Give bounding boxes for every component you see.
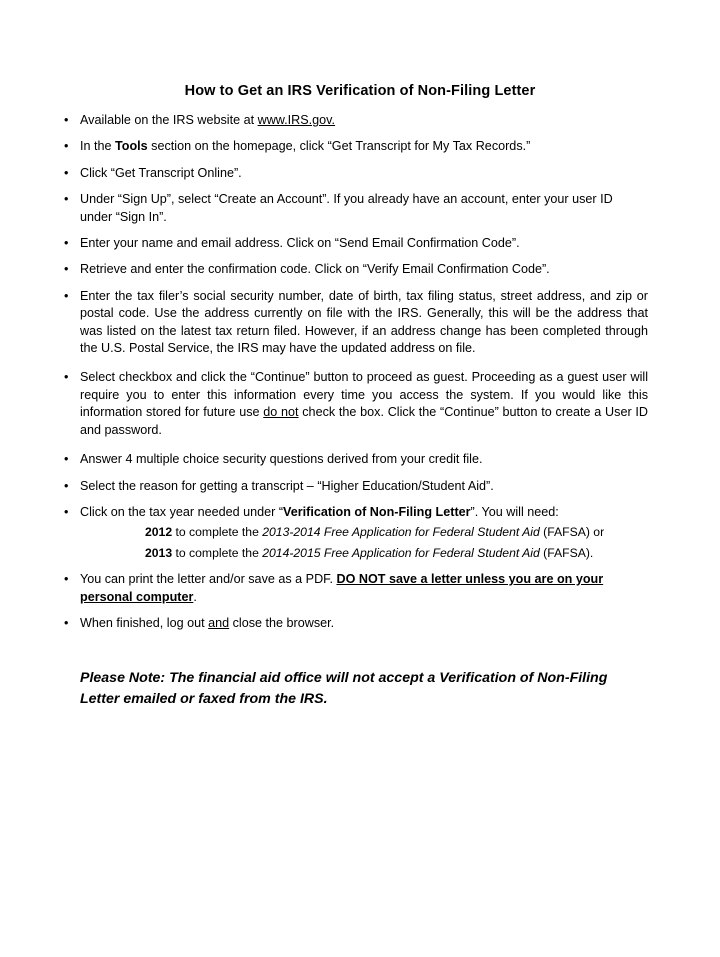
list-item-text — [80, 235, 648, 252]
list-item — [64, 288, 648, 358]
text-run: 2013 — [145, 545, 173, 560]
bullet-icon: • — [64, 452, 69, 467]
list-item-text — [80, 571, 648, 606]
bullet-icon: • — [64, 478, 69, 493]
sub-line-item — [80, 545, 648, 562]
text-run: Retrieve and enter the confirmation code. Click on “Verify Email Confirmation Code”. — [80, 262, 550, 277]
text-run: When finished, log out — [80, 615, 209, 630]
list-item — [64, 615, 648, 632]
text-run: 2013-2014 Free Application for Federal Student Aid — [262, 525, 540, 540]
text-run: Enter the tax filer’s social security number, date of birth, tax filing status, street address, and zip or postal code. Use the address currently on file with the IRS. Generally, this will be the address that was listed on the latest tax return filed. However, if an address change has been completed through the U.S. Postal Service, the IRS may have the updated address on file. — [80, 288, 648, 356]
list-item-text — [80, 261, 648, 278]
bullet-icon: • — [64, 504, 69, 519]
text-run: In the — [80, 139, 116, 154]
text-run: to complete the — [172, 525, 263, 540]
closing-note: Please Note: The financial aid office will not accept a Verification of Non-Filing Letter emailed or faxed from the IRS. — [80, 670, 608, 707]
list-item — [64, 571, 648, 606]
text-run: Select checkbox and click the “Continue” button to proceed as guest. Proceeding as a guest user will require you to enter this information every time you access the system. If you would like this information stored for future use — [80, 370, 648, 420]
text-run: check the box. Click the “Continue” button to create a User ID and password. — [80, 405, 648, 437]
page-title: How to Get an IRS Verification of Non-Filing Letter — [184, 83, 536, 99]
text-run: ”. You will need: — [470, 504, 559, 519]
list-item — [64, 451, 648, 468]
list-item — [64, 138, 648, 155]
list-item-text — [80, 451, 648, 468]
bullet-icon: • — [64, 370, 69, 385]
list-item-text — [80, 191, 648, 226]
list-item — [64, 112, 648, 129]
text-run: . — [193, 589, 197, 604]
text-run: Answer 4 multiple choice security questions derived from your credit file. — [80, 452, 483, 467]
list-item — [64, 504, 648, 562]
text-run: Tools — [115, 139, 148, 154]
text-run: www.IRS.gov. — [257, 113, 336, 127]
list-item-text — [80, 112, 648, 129]
list-item-text — [80, 369, 648, 439]
text-run: to complete the — [172, 545, 263, 560]
bullet-icon: • — [64, 615, 69, 630]
list-item-text — [80, 288, 648, 358]
list-item-text — [80, 165, 648, 182]
text-run: DO NOT save a letter unless you are on your personal computer — [80, 572, 604, 604]
text-run: Select the reason for getting a transcript – “Higher Education/Student Aid”. — [80, 478, 494, 493]
text-run: and — [208, 615, 230, 630]
list-item — [64, 261, 648, 278]
text-run: Click “Get Transcript Online”. — [80, 165, 242, 180]
text-run: close the browser. — [229, 615, 335, 630]
bullet-icon: • — [64, 113, 69, 127]
bullet-icon: • — [64, 139, 69, 154]
list-item — [64, 369, 648, 439]
list-item-text — [80, 615, 648, 632]
sub-line-item — [80, 524, 648, 541]
text-run: 2014-2015 Free Application for Federal Student Aid — [262, 545, 540, 560]
instruction-list — [64, 112, 648, 641]
text-run: section on the homepage, click “Get Transcript for My Tax Records.” — [147, 139, 531, 154]
bullet-icon: • — [64, 572, 69, 587]
bullet-icon: • — [64, 288, 69, 303]
text-run: (FAFSA) or — [539, 525, 605, 540]
list-item — [64, 478, 648, 495]
bullet-icon: • — [64, 262, 69, 277]
list-item — [64, 165, 648, 182]
text-run: Click on the tax year needed under “ — [80, 504, 284, 519]
text-run: 2012 — [145, 525, 173, 540]
bullet-icon: • — [64, 236, 69, 251]
list-item-text — [80, 138, 648, 155]
bullet-icon: • — [64, 192, 69, 207]
text-run: do not — [263, 405, 299, 420]
sub-line-group — [80, 524, 648, 562]
text-run: Verification of Non-Filing Letter — [283, 504, 471, 519]
list-item — [64, 191, 648, 226]
list-item-text — [80, 478, 648, 495]
list-item-text — [80, 504, 648, 521]
text-run: You can print the letter and/or save as a PDF. — [80, 572, 337, 587]
text-run: (FAFSA). — [539, 545, 594, 560]
text-run: Under “Sign Up”, select “Create an Account”. If you already have an account, enter your user ID under “Sign In”. — [80, 192, 613, 224]
text-run: Enter your name and email address. Click on “Send Email Confirmation Code”. — [80, 236, 520, 251]
list-item — [64, 235, 648, 252]
bullet-icon: • — [64, 165, 69, 180]
text-run: Available on the IRS website at — [80, 113, 258, 127]
